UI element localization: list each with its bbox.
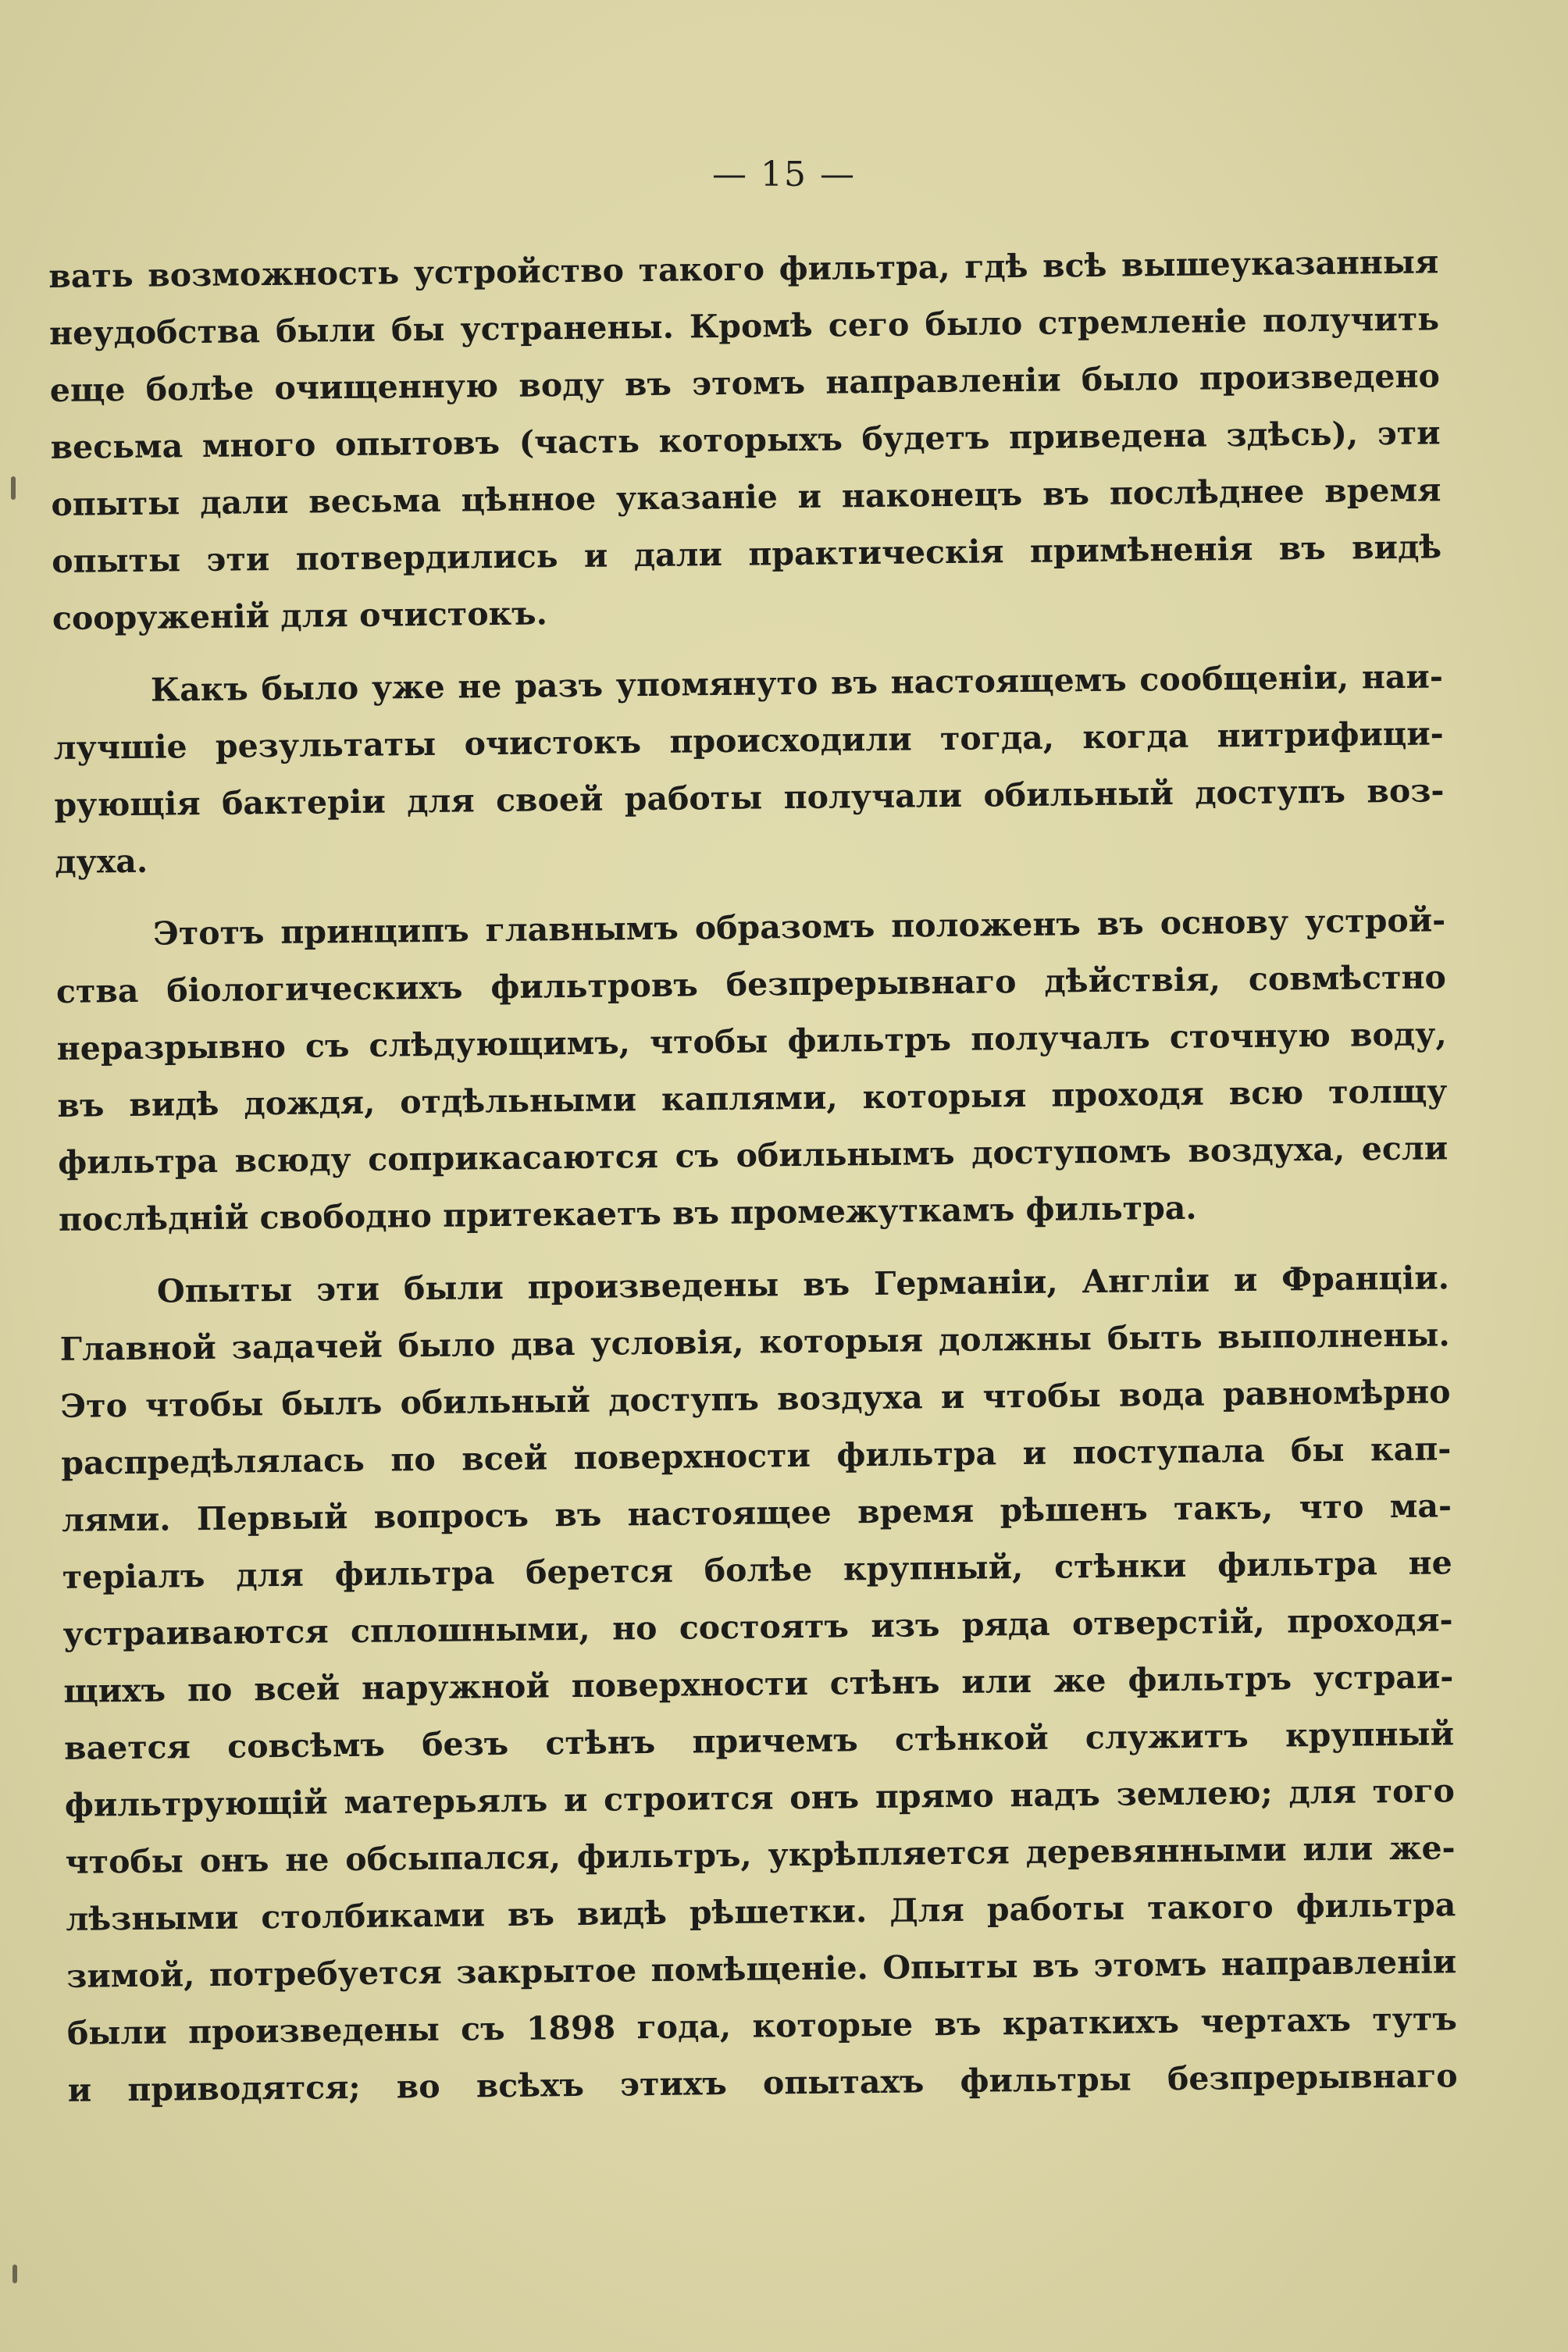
text-line: Этотъ принципъ главнымъ образомъ положенъ въ основу устрой- — [152, 901, 1446, 953]
text-line: Главной задачей было два условія, которыя должны быть выполнены. — [59, 1316, 1450, 1368]
paragraph — [55, 892, 1449, 1249]
text-line: фильтрующій матерьялъ и строится онъ прямо надъ землею; для того — [64, 1772, 1456, 1824]
text-line: весьма много опытовъ (часть которыхъ будетъ приведена здѣсь), эти — [50, 414, 1441, 466]
text-line: опыты эти потвердились и дали практическія примѣненія въ видѣ — [51, 528, 1442, 580]
text-line: теріалъ для фильтра берется болѣе крупный, стѣнки фильтра не — [62, 1544, 1452, 1596]
margin-mark — [12, 2265, 17, 2283]
text-line: щихъ по всей наружной поверхности стѣнъ или же фильтръ устраи- — [63, 1658, 1454, 1710]
text-line: сооруженій для очистокъ. — [52, 594, 548, 637]
text-line: устраиваются сплошными, но состоятъ изъ ряда отверстій, проходя- — [62, 1601, 1453, 1653]
text-line: еще болѣе очищенную воду въ этомъ направленіи было произведено — [49, 357, 1441, 409]
body-text — [48, 233, 1458, 2135]
text-line: были произведены съ 1898 года, которые въ краткихъ чертахъ тутъ — [66, 2000, 1458, 2052]
text-line: лучшіе результаты очистокъ происходили тогда, когда нитрифици- — [53, 715, 1444, 767]
text-line: Какъ было уже не разъ упомянуто въ настоящемъ сообщеніи, наи- — [150, 657, 1444, 709]
text-line: опыты дали весьма цѣнное указаніе и наконецъ въ послѣднее время — [51, 471, 1441, 523]
paragraph — [53, 648, 1445, 891]
text-line: неудобства были бы устранены. Кромѣ сего было стремленіе получить — [48, 300, 1440, 352]
paragraph — [59, 1249, 1458, 2119]
text-line: и приводятся; во всѣхъ этихъ опытахъ фильтры безпрерывнаго — [67, 2057, 1458, 2109]
paragraph — [48, 233, 1442, 647]
text-line: неразрывно съ слѣдующимъ, чтобы фильтръ получалъ сточную воду, — [56, 1015, 1447, 1067]
text-line: рующія бактеріи для своей работы получали обильный доступъ воз- — [54, 772, 1445, 824]
text-line: чтобы онъ не обсыпался, фильтръ, укрѣпляется деревянными или же- — [65, 1829, 1456, 1881]
text-line: ства біологическихъ фильтровъ безпрерывнаго дѣйствія, совмѣстно — [55, 958, 1447, 1010]
text-line: фильтра всюду соприкасаются съ обильнымъ доступомъ воздуха, если — [58, 1129, 1449, 1181]
text-line: Это чтобы былъ обильный доступъ воздуха и чтобы вода равномѣрно — [60, 1373, 1451, 1425]
page-number: — 15 — — [712, 155, 856, 194]
text-line: Опыты эти были произведены въ Германіи, Англіи и Франціи. — [156, 1259, 1450, 1310]
text-line: вать возможность устройство такого фильтра, гдѣ всѣ вышеуказанныя — [48, 243, 1439, 295]
text-line: зимой, потребуется закрытое помѣщеніе. Опыты въ этомъ направленіи — [66, 1943, 1457, 1995]
text-line: послѣдній свободно притекаетъ въ промежуткамъ фильтра. — [58, 1188, 1197, 1238]
text-line: лѣзными столбиками въ видѣ рѣшетки. Для работы такого фильтра — [66, 1886, 1456, 1938]
text-line: вается совсѣмъ безъ стѣнъ причемъ стѣнкой служитъ крупный — [63, 1715, 1455, 1767]
margin-mark — [11, 476, 16, 500]
text-line: распредѣлялась по всей поверхности фильтра и поступала бы кап- — [61, 1430, 1452, 1482]
text-line: лями. Первый вопросъ въ настоящее время рѣшенъ такъ, что ма- — [61, 1487, 1452, 1539]
text-line: въ видѣ дождя, отдѣльными каплями, которыя проходя всю толщу — [57, 1072, 1448, 1124]
text-line: духа. — [54, 842, 148, 881]
